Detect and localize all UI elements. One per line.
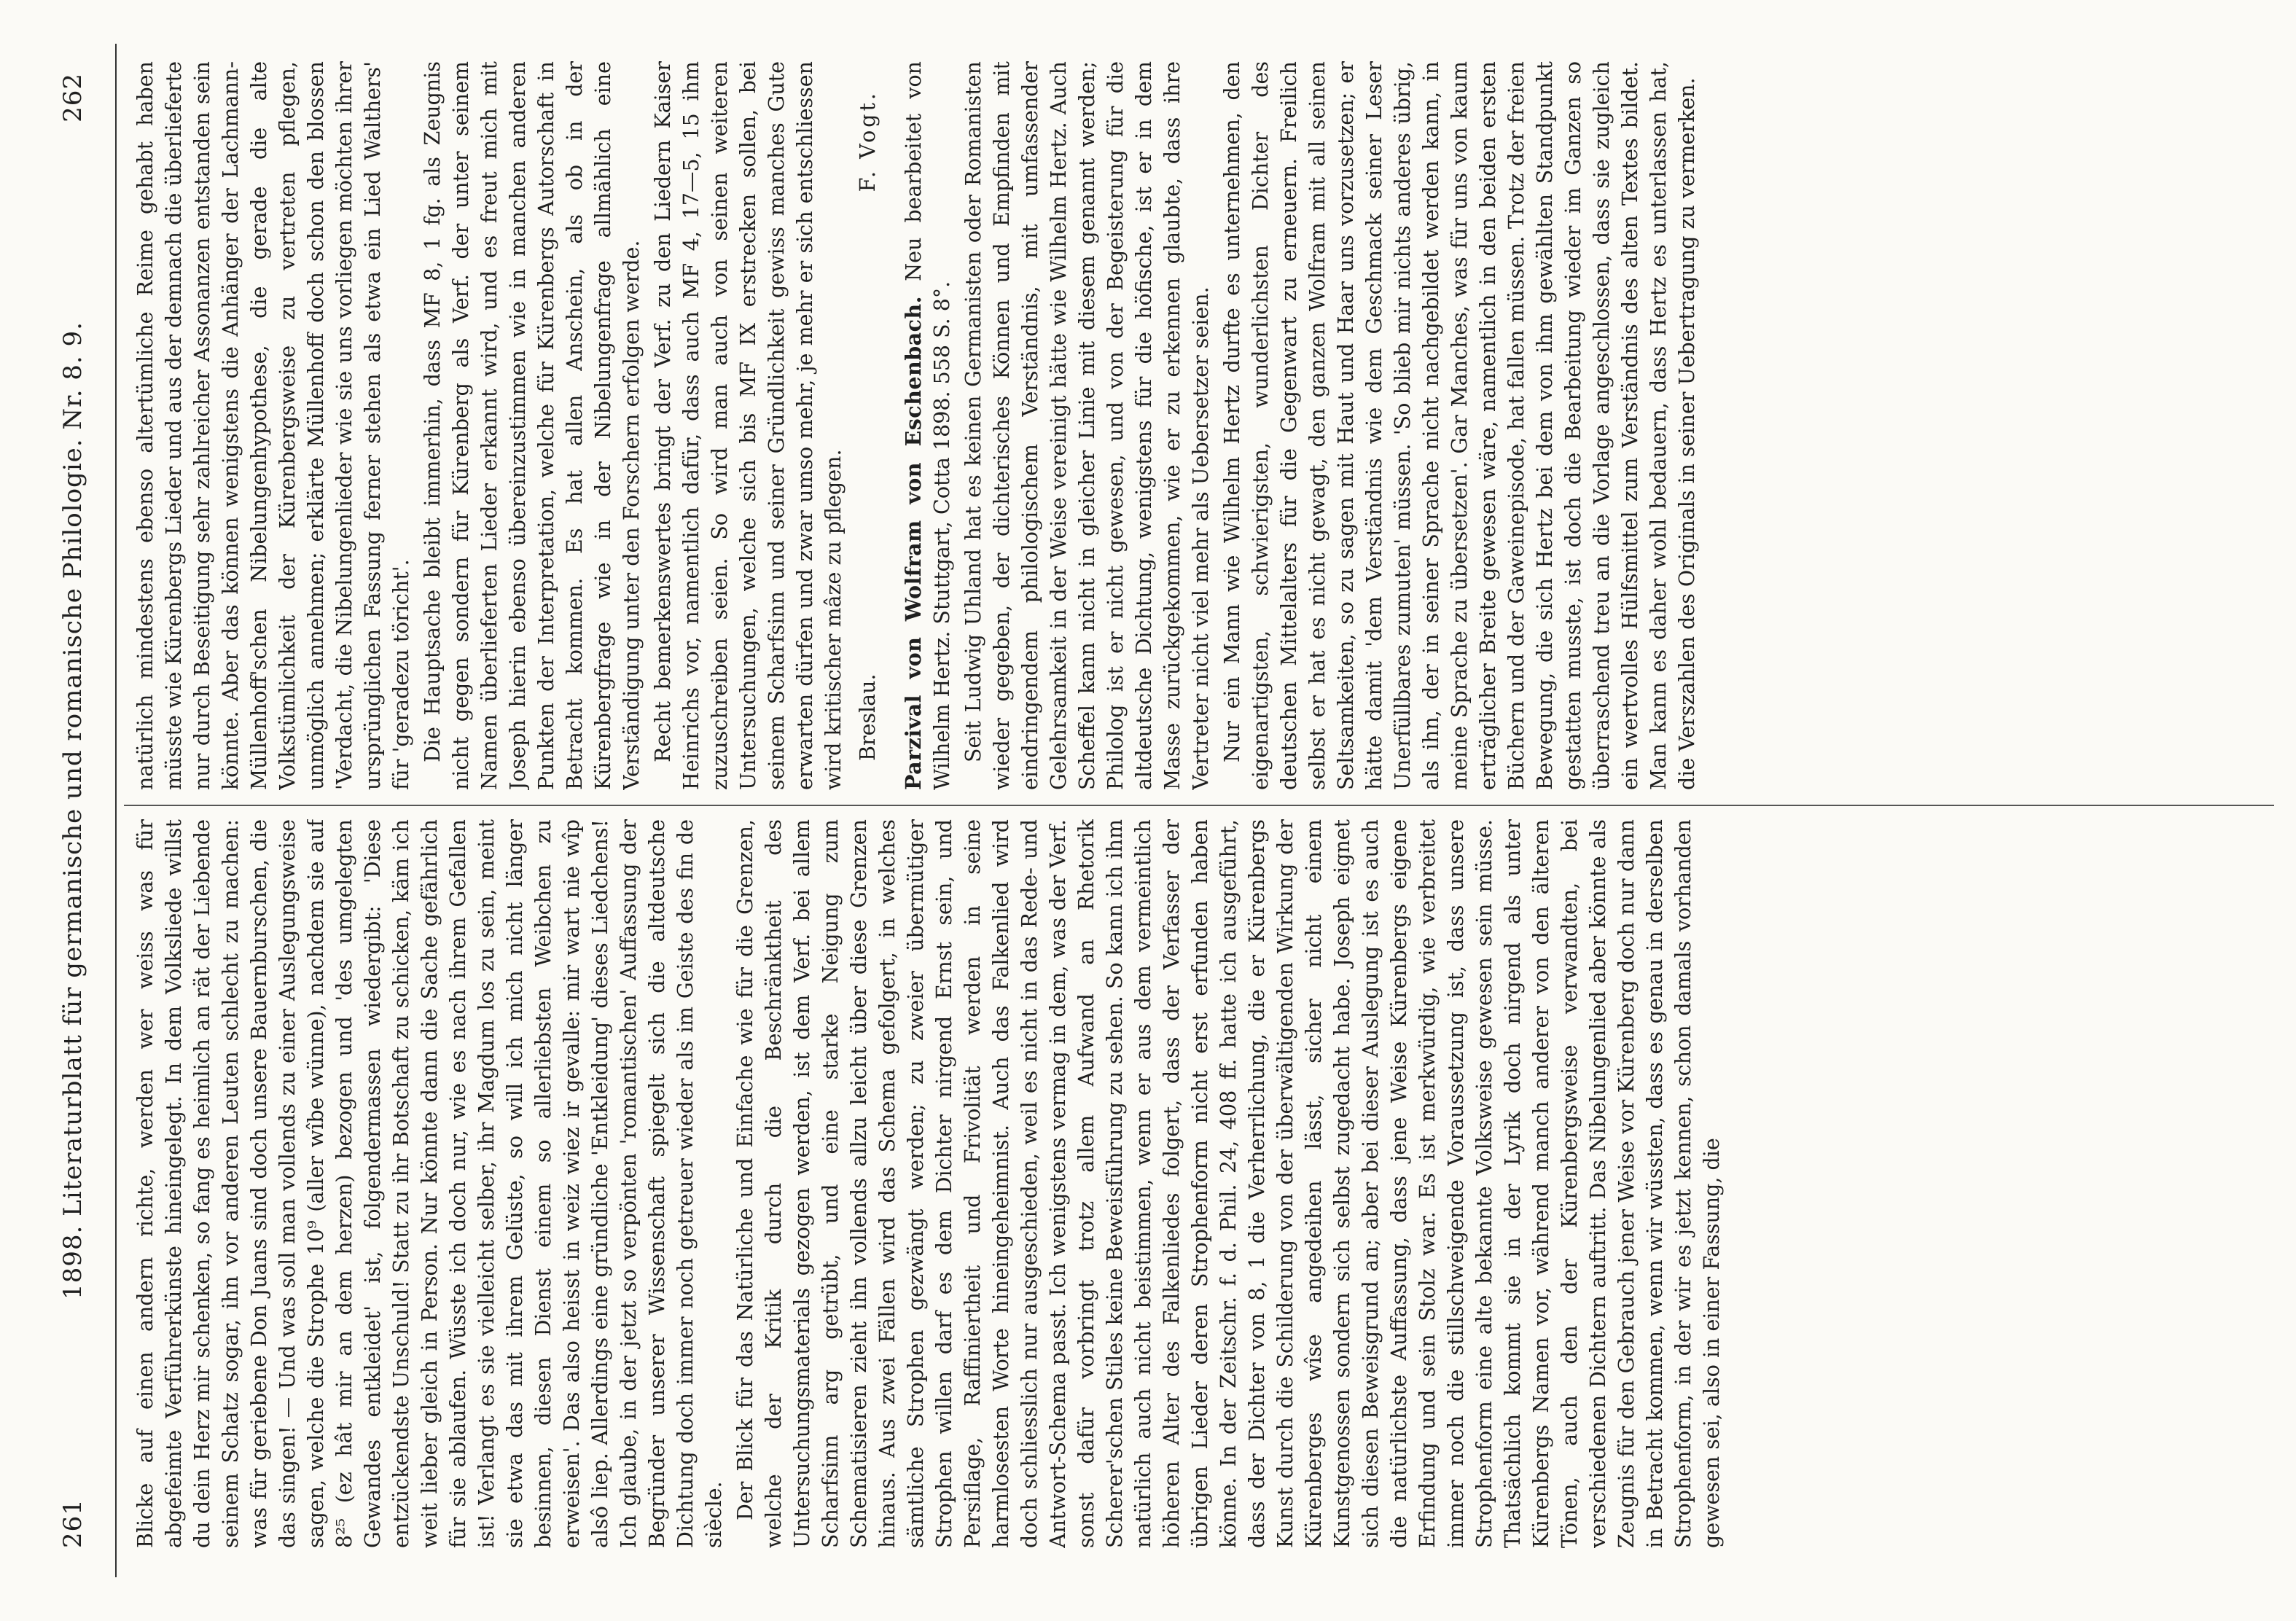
review-title: Parzival von Wolfram von Eschenbach.: [901, 295, 926, 790]
signature-place: Breslau.: [856, 673, 880, 761]
right-paragraph-5: Nur ein Mann wie Wilhelm Hertz durfte es unternehmen, den eigenartigsten, schwierigsten, wunderlichsten Dichter des deutschen Mittelalters für die Gegenwart zu erneuern. Freilich selbst er hat es nicht gewagt, den ganzen Wolfram mit all seinen Seltsamkeiten, so zu sagen mit Haut und Haar uns vorzusetzen; er hätte damit 'dem Verständnis wie dem Geschmack seiner Leser Unerfüllbares zumuten' müssen. 'So blieb mir nichts anderes übrig, als ihn, der in seiner Sprache nicht nachgebildet werden kann, in meine Sprache zu übersetzen'. Gar Manches, was für uns von kaum erträglicher Breite gewesen wäre, namentlich in den beiden ersten Büchern und der Gaweinepisode, hat fallen müssen. Trotz der freien Bewegung, die sich Hertz bei dem von ihm gewählten Standpunkt gestatten musste, ist doch die Bearbeitung wieder im Ganzen so überraschend treu an die Vorlage angeschlossen, dass sie zugleich ein wertvolles Hülfsmittel zum Verständnis des alten Textes bildet. Man kann es daher wohl bedauern, dass Hertz es unterlassen hat, die Verszahlen des Originals in seiner Uebertragung zu vermerken.: [1220, 61, 1699, 790]
signature-name: F. Vogt.: [856, 90, 880, 192]
page-number-left: 261: [58, 1499, 87, 1548]
column-left: [131, 819, 2274, 1548]
column-right: [131, 61, 2274, 790]
review-bibliography: Neu bearbeitet von Wilhelm Hertz. Stuttgart, Cotta 1898. 558 S. 8°.: [902, 61, 954, 790]
left-paragraph-1: Blicke auf einen andern richte, werden wer weiss was für abgefeimte Verführerkünste hineingelegt. In dem Volksliede willst du dein Herz mir schenken, so fang es heimlich an rät der Liebende seinem Schatz sogar, ihn vor anderen Leuten schlecht zu machen: was für geriebene Don Juans sind doch unsere Bauernburschen, die das singen! — Und was soll man vollends zu einer Auslegungsweise sagen, welche die Strophe 10⁹ (aller wîbe wünne), nachdem sie auf 8²⁵ (ez hât mir an dem herzen) bezogen und 'des umgelegten Gewandes entkleidet' ist, folgendermassen wiedergibt: 'Diese entzückendste Unschuld! Statt zu ihr Botschaft zu schicken, käm ich weit lieber gleich in Person. Nur könnte dann die Sache gefährlich für sie ablaufen. Wüsste ich doch nur, wie es nach ihrem Gefallen ist! Verlangt es sie vielleicht selber, ihr Magdum los zu sein, meint sie etwa das mit ihrem Gelüste, so will ich mich nicht länger besinnen, diesen Dienst einem so allerliebsten Weibchen zu erweisen'. Das also heisst in weiz wiez ir gevalle: mir wart nie wîp alsô liep. Allerdings eine gründliche 'Entkleidung' dieses Liedchens! Ich glaube, in der jetzt so verpönten 'romantischen' Auffassung der Begründer unserer Wissenschaft spiegelt sich die altdeutsche Dichtung doch immer noch getreuer wieder als im Geiste des fin de siècle.: [133, 819, 726, 1548]
column-divider: [124, 805, 2274, 806]
page-number-right: 262: [58, 73, 87, 122]
right-paragraph-1: natürlich mindestens ebenso altertümliche Reime gehabt haben müsste wie Kürenbergs Lieder und aus der demnach die überlieferte nur durch Beseitigung sehr zahlreicher Assonanzen entstanden sein könnte. Aber das können wenigstens die Anhänger der Lachmann-Müllenhoff'schen Nibelungenhypothese, die gerade die alte Volkstümlichkeit der Kürenbergsweise zu vertreten pflegen, unmöglich annehmen; erklärte Müllenhoff doch schon den blossen 'Verdacht, die Nibelungenlieder wie sie uns vorliegen möchten ihrer ursprünglichen Fassung ferner stehen als etwa ein Lied Walthers' für 'geradezu töricht'.: [133, 61, 413, 790]
journal-title: 1898. Literaturblatt für germanische und romanische Philologie. Nr. 8. 9.: [58, 321, 87, 1300]
signature-line: [854, 61, 882, 790]
right-paragraph-4: Seit Ludwig Uhland hat es keinen Germanisten oder Romanisten wieder gegeben, der dichterisches Können und Empfinden mit eindringendem philologischem Verständnis, mit umfassender Gelehrsamkeit in der Weise vereinigt hätte wie Wilhelm Hertz. Auch Scheffel kann nicht in gleicher Linie mit diesem genannt werden; Philolog ist er nicht gewesen, und von der Begeisterung für die altdeutsche Dichtung, wenigstens für die höfische, ist er in dem Masse zurückgekommen, wie er zu erkennen glaubte, dass ihre Vertreter nicht viel mehr als Uebersetzer seien.: [961, 61, 1213, 790]
running-header: [44, 44, 102, 1577]
header-rule: [115, 44, 117, 1577]
left-paragraph-2: Der Blick für das Natürliche und Einfache wie für die Grenzen, welche der Kritik durch die Beschränktheit des Untersuchungsmaterials gezogen werden, ist dem Verf. bei allem Scharfsinn arg getrübt, und eine starke Neigung zum Schematisieren zieht ihn vollends allzu leicht über diese Grenzen hinaus. Aus zwei Fällen wird das Schema gefolgert, in welches sämtliche Strophen gezwängt werden; zu zweier übermütiger Strophen willen darf es dem Dichter nirgend Ernst sein, und Persiflage, Raffiniertheit und Frivolität werden in seine harmlosesten Worte hineingeheimnist. Auch das Falkenlied wird doch schliesslich nur ausgeschieden, weil es nicht in das Rede- und Antwort-Schema passt. Ich wenigstens vermag in dem, was der Verf. sonst dafür vorbringt trotz allem Aufwand an Rhetorik Scherer'schen Stiles keine Beweisführung zu sehen. So kann ich ihm natürlich auch nicht beistimmen, wenn er aus dem vermeintlich höheren Alter des Falkenliedes folgert, dass der Verfasser der übrigen Lieder deren Strophenform nicht erst erfunden haben könne. In der Zeitschr. f. d. Phil. 24, 408 ff. hatte ich ausgeführt, dass der Dichter von 8, 1 die Verherrlichung, die er Kürenbergs Kunst durch die Schilderung von der überwältigenden Wirkung der Kürenberges wîse angedeihen lässt, sicher nicht einem Kunstgenossen sondern sich selbst zugedacht habe. Joseph eignet sich diesen Beweisgrund an; aber bei dieser Auslegung ist es auch die natürlichste Auffassung, dass jene Weise Kürenbergs eigene Erfindung und sein Stolz war. Es ist merkwürdig, wie verbreitet immer noch die stillschweigende Voraussetzung ist, dass unsere Strophenform eine alte bekannte Volksweise gewesen sein müsse. Thatsächlich kommt sie in der Lyrik doch nirgend als unter Kürenbergs Namen vor, während manch anderer von den älteren Tönen, auch den der Kürenbergsweise verwandten, bei verschiedenen Dichtern auftritt. Das Nibelungenlied aber könnte als Zeugnis für den Gebrauch jener Weise vor Kürenberg doch nur dann in Betracht kommen, wenn wir wüssten, dass es genau in derselben Strophenform, in der wir es jetzt kennen, schon damals vorhanden gewesen sei, also in einer Fassung, die: [733, 819, 1724, 1548]
right-paragraph-2: Die Hauptsache bleibt immerhin, dass MF 8, 1 fg. als Zeugnis nicht gegen sondern für Kürenberg als Verf. der unter seinem Namen überlieferten Lieder erkannt wird, und es freut mich mit Joseph hierin ebenso übereinzustimmen wie in manchen anderen Punkten der Interpretation, welche für Kürenbergs Autorschaft in Betracht kommen. Es hat allen Anschein, als ob in der Kürenbergfrage wie in der Nibelungenfrage allmählich eine Verständigung unter den Forschern erfolgen werde.: [421, 61, 644, 790]
right-paragraph-3: Recht bemerkenswertes bringt der Verf. zu den Liedern Kaiser Heinrichs vor, namentlich dafür, dass auch MF 4, 17—5, 15 ihm zuzuschreiben seien. So wird man auch von seinen weiteren Untersuchungen, welche sich bis MF IX erstrecken sollen, bei seinem Scharfsinn und seiner Gründlichkeit gewiss manches Gute erwarten dürfen und zwar umso mehr, je mehr er sich entschliessen wird kritischer mâze zu pflegen.: [651, 61, 846, 790]
review-heading: [899, 61, 956, 790]
